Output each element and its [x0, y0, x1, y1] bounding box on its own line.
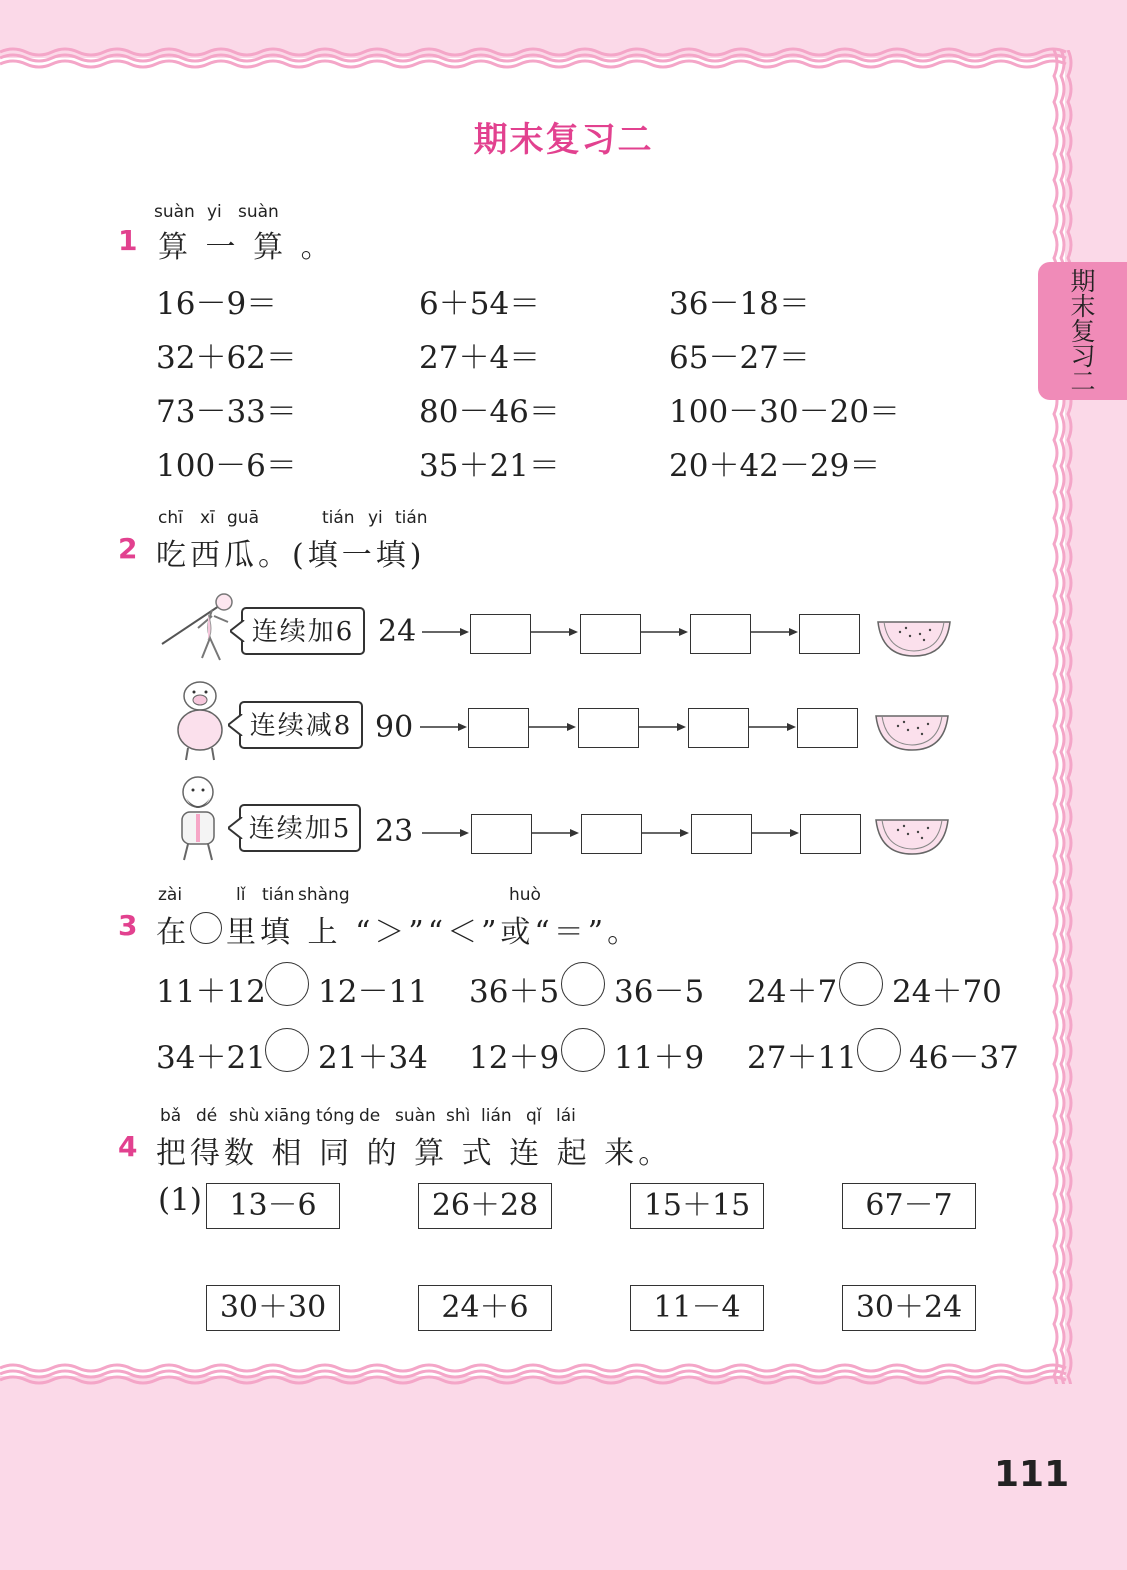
- q3-pinyin-3: tián: [262, 885, 295, 905]
- q3-pinyin-1: zài: [158, 885, 183, 905]
- q1-equation: 65－27＝: [669, 340, 810, 376]
- q3-right-expr: 12－11: [318, 974, 428, 1010]
- side-tab: [1038, 262, 1127, 400]
- arrow-icon: [641, 627, 689, 637]
- q2-instruction: 吃西瓜。(填一填): [156, 538, 426, 573]
- arrow-icon: [420, 722, 468, 732]
- q4-number: 4: [118, 1130, 138, 1163]
- expression-card[interactable]: 13－6: [206, 1183, 340, 1229]
- compare-circle[interactable]: [857, 1028, 901, 1072]
- q1-equation: 100－30－20＝: [669, 394, 901, 430]
- arrow-icon: [422, 627, 470, 637]
- q1-equation: 20＋42－29＝: [669, 448, 881, 484]
- side-tab-label: 期末复习二: [1067, 268, 1096, 393]
- q3-left-expr: 36＋5: [469, 974, 560, 1010]
- expression-card[interactable]: 26＋28: [418, 1183, 552, 1229]
- watermelon-icon: [874, 816, 950, 856]
- q2-pinyin-2: xī: [200, 508, 215, 528]
- q4-pinyin-10: qǐ: [526, 1106, 542, 1126]
- q2-start-number: 23: [375, 814, 414, 849]
- q3-pinyin-2: lǐ: [236, 885, 246, 905]
- q1-equation: 35＋21＝: [419, 448, 560, 484]
- arrow-icon: [639, 722, 687, 732]
- q1-equation: 73－33＝: [156, 394, 297, 430]
- top-wave-border: [0, 46, 1070, 72]
- q2-rule-text: 连续减8: [249, 711, 353, 741]
- q2-rule-text: 连续加6: [251, 617, 355, 647]
- q3-number: 3: [118, 909, 138, 942]
- q4-pinyin-11: lái: [556, 1106, 576, 1126]
- compare-circle[interactable]: [561, 962, 605, 1006]
- answer-box[interactable]: [580, 614, 641, 654]
- expression-card[interactable]: 11－4: [630, 1285, 764, 1331]
- watermelon-icon: [876, 618, 952, 658]
- q1-equation: 6＋54＝: [419, 286, 541, 322]
- q3-instruction-circle: [190, 912, 222, 944]
- expression-card[interactable]: 24＋6: [418, 1285, 552, 1331]
- q3-left-expr: 34＋21: [156, 1040, 266, 1076]
- q3-left-expr: 11＋12: [156, 974, 266, 1010]
- watermelon-icon: [874, 712, 950, 752]
- q2-pinyin-5: yi: [368, 508, 383, 528]
- q4-part-label: (1): [158, 1182, 202, 1218]
- answer-box[interactable]: [690, 614, 751, 654]
- q3-right-expr: 21＋34: [318, 1040, 428, 1076]
- q3-right-expr: 11＋9: [614, 1040, 705, 1076]
- q1-equation: 100－6＝: [156, 448, 297, 484]
- q1-pinyin-3: suàn: [238, 202, 279, 222]
- answer-box[interactable]: [468, 708, 529, 748]
- arrow-icon: [529, 722, 577, 732]
- q4-pinyin-7: suàn: [395, 1106, 436, 1126]
- expression-card[interactable]: 30＋30: [206, 1285, 340, 1331]
- q2-rule-text: 连续加5: [248, 814, 352, 844]
- right-wave-border: [1046, 50, 1078, 1384]
- answer-box[interactable]: [800, 814, 861, 854]
- q4-pinyin-2: dé: [196, 1106, 218, 1126]
- q2-pinyin-6: tián: [395, 508, 428, 528]
- q1-instruction: 算 一 算 。: [158, 230, 335, 265]
- q3-instruction-b: 里填 上 “＞”“＜”或“＝”。: [226, 915, 642, 950]
- arrow-icon: [532, 828, 580, 838]
- q4-pinyin-4: xiāng: [264, 1106, 311, 1126]
- q1-number: 1: [118, 224, 138, 257]
- answer-box[interactable]: [797, 708, 858, 748]
- compare-circle[interactable]: [265, 1028, 309, 1072]
- q2-rule-bubble: [241, 607, 365, 655]
- q3-pinyin-4: shàng: [298, 885, 350, 905]
- expression-card[interactable]: 67－7: [842, 1183, 976, 1229]
- q4-pinyin-1: bǎ: [160, 1106, 182, 1126]
- q1-equation: 36－18＝: [669, 286, 810, 322]
- arrow-icon: [751, 627, 799, 637]
- q4-pinyin-8: shì: [446, 1106, 471, 1126]
- monk-icon: [168, 772, 230, 864]
- arrow-icon: [531, 627, 579, 637]
- q3-right-expr: 24＋70: [892, 974, 1002, 1010]
- q2-rule-bubble: [239, 701, 363, 749]
- q2-rule-bubble: [239, 804, 361, 852]
- compare-circle[interactable]: [561, 1028, 605, 1072]
- bottom-wave-border: [0, 1362, 1070, 1388]
- answer-box[interactable]: [471, 814, 532, 854]
- q1-equation: 80－46＝: [419, 394, 560, 430]
- q1-equation: 32＋62＝: [156, 340, 297, 376]
- arrow-icon: [752, 828, 800, 838]
- q4-instruction: 把得数 相 同 的 算 式 连 起 来。: [156, 1136, 673, 1171]
- q3-left-expr: 24＋7: [747, 974, 838, 1010]
- answer-box[interactable]: [578, 708, 639, 748]
- q2-pinyin-3: guā: [227, 508, 259, 528]
- answer-box[interactable]: [688, 708, 749, 748]
- q3-pinyin-5: huò: [509, 885, 541, 905]
- q4-pinyin-3: shù: [229, 1106, 260, 1126]
- q2-start-number: 90: [375, 710, 414, 745]
- answer-box[interactable]: [470, 614, 531, 654]
- q2-start-number: 24: [378, 614, 417, 649]
- q3-right-expr: 46－37: [909, 1040, 1019, 1076]
- arrow-icon: [422, 828, 470, 838]
- q3-right-expr: 36－5: [614, 974, 705, 1010]
- compare-circle[interactable]: [265, 962, 309, 1006]
- page-title: 期末复习二: [473, 120, 654, 160]
- arrow-icon: [749, 722, 797, 732]
- q2-number: 2: [118, 532, 138, 565]
- q1-equation: 16－9＝: [156, 286, 278, 322]
- q4-pinyin-6: de: [359, 1106, 381, 1126]
- pig-icon: [168, 676, 234, 762]
- expression-card[interactable]: 15＋15: [630, 1183, 764, 1229]
- q1-equation: 27＋4＝: [419, 340, 541, 376]
- answer-box[interactable]: [691, 814, 752, 854]
- q1-pinyin-1: suàn: [154, 202, 195, 222]
- q3-left-expr: 27＋11: [747, 1040, 857, 1076]
- q4-pinyin-9: lián: [481, 1106, 512, 1126]
- q2-pinyin-1: chī: [158, 508, 183, 528]
- page-number: 111: [994, 1454, 1070, 1495]
- expression-card[interactable]: 30＋24: [842, 1285, 976, 1331]
- q2-pinyin-4: tián: [322, 508, 355, 528]
- arrow-icon: [642, 828, 690, 838]
- compare-circle[interactable]: [839, 962, 883, 1006]
- answer-box[interactable]: [799, 614, 860, 654]
- q3-instruction-a: 在: [156, 915, 190, 950]
- answer-box[interactable]: [581, 814, 642, 854]
- q1-pinyin-2: yi: [207, 202, 222, 222]
- q3-left-expr: 12＋9: [469, 1040, 560, 1076]
- q4-pinyin-5: tóng: [316, 1106, 355, 1126]
